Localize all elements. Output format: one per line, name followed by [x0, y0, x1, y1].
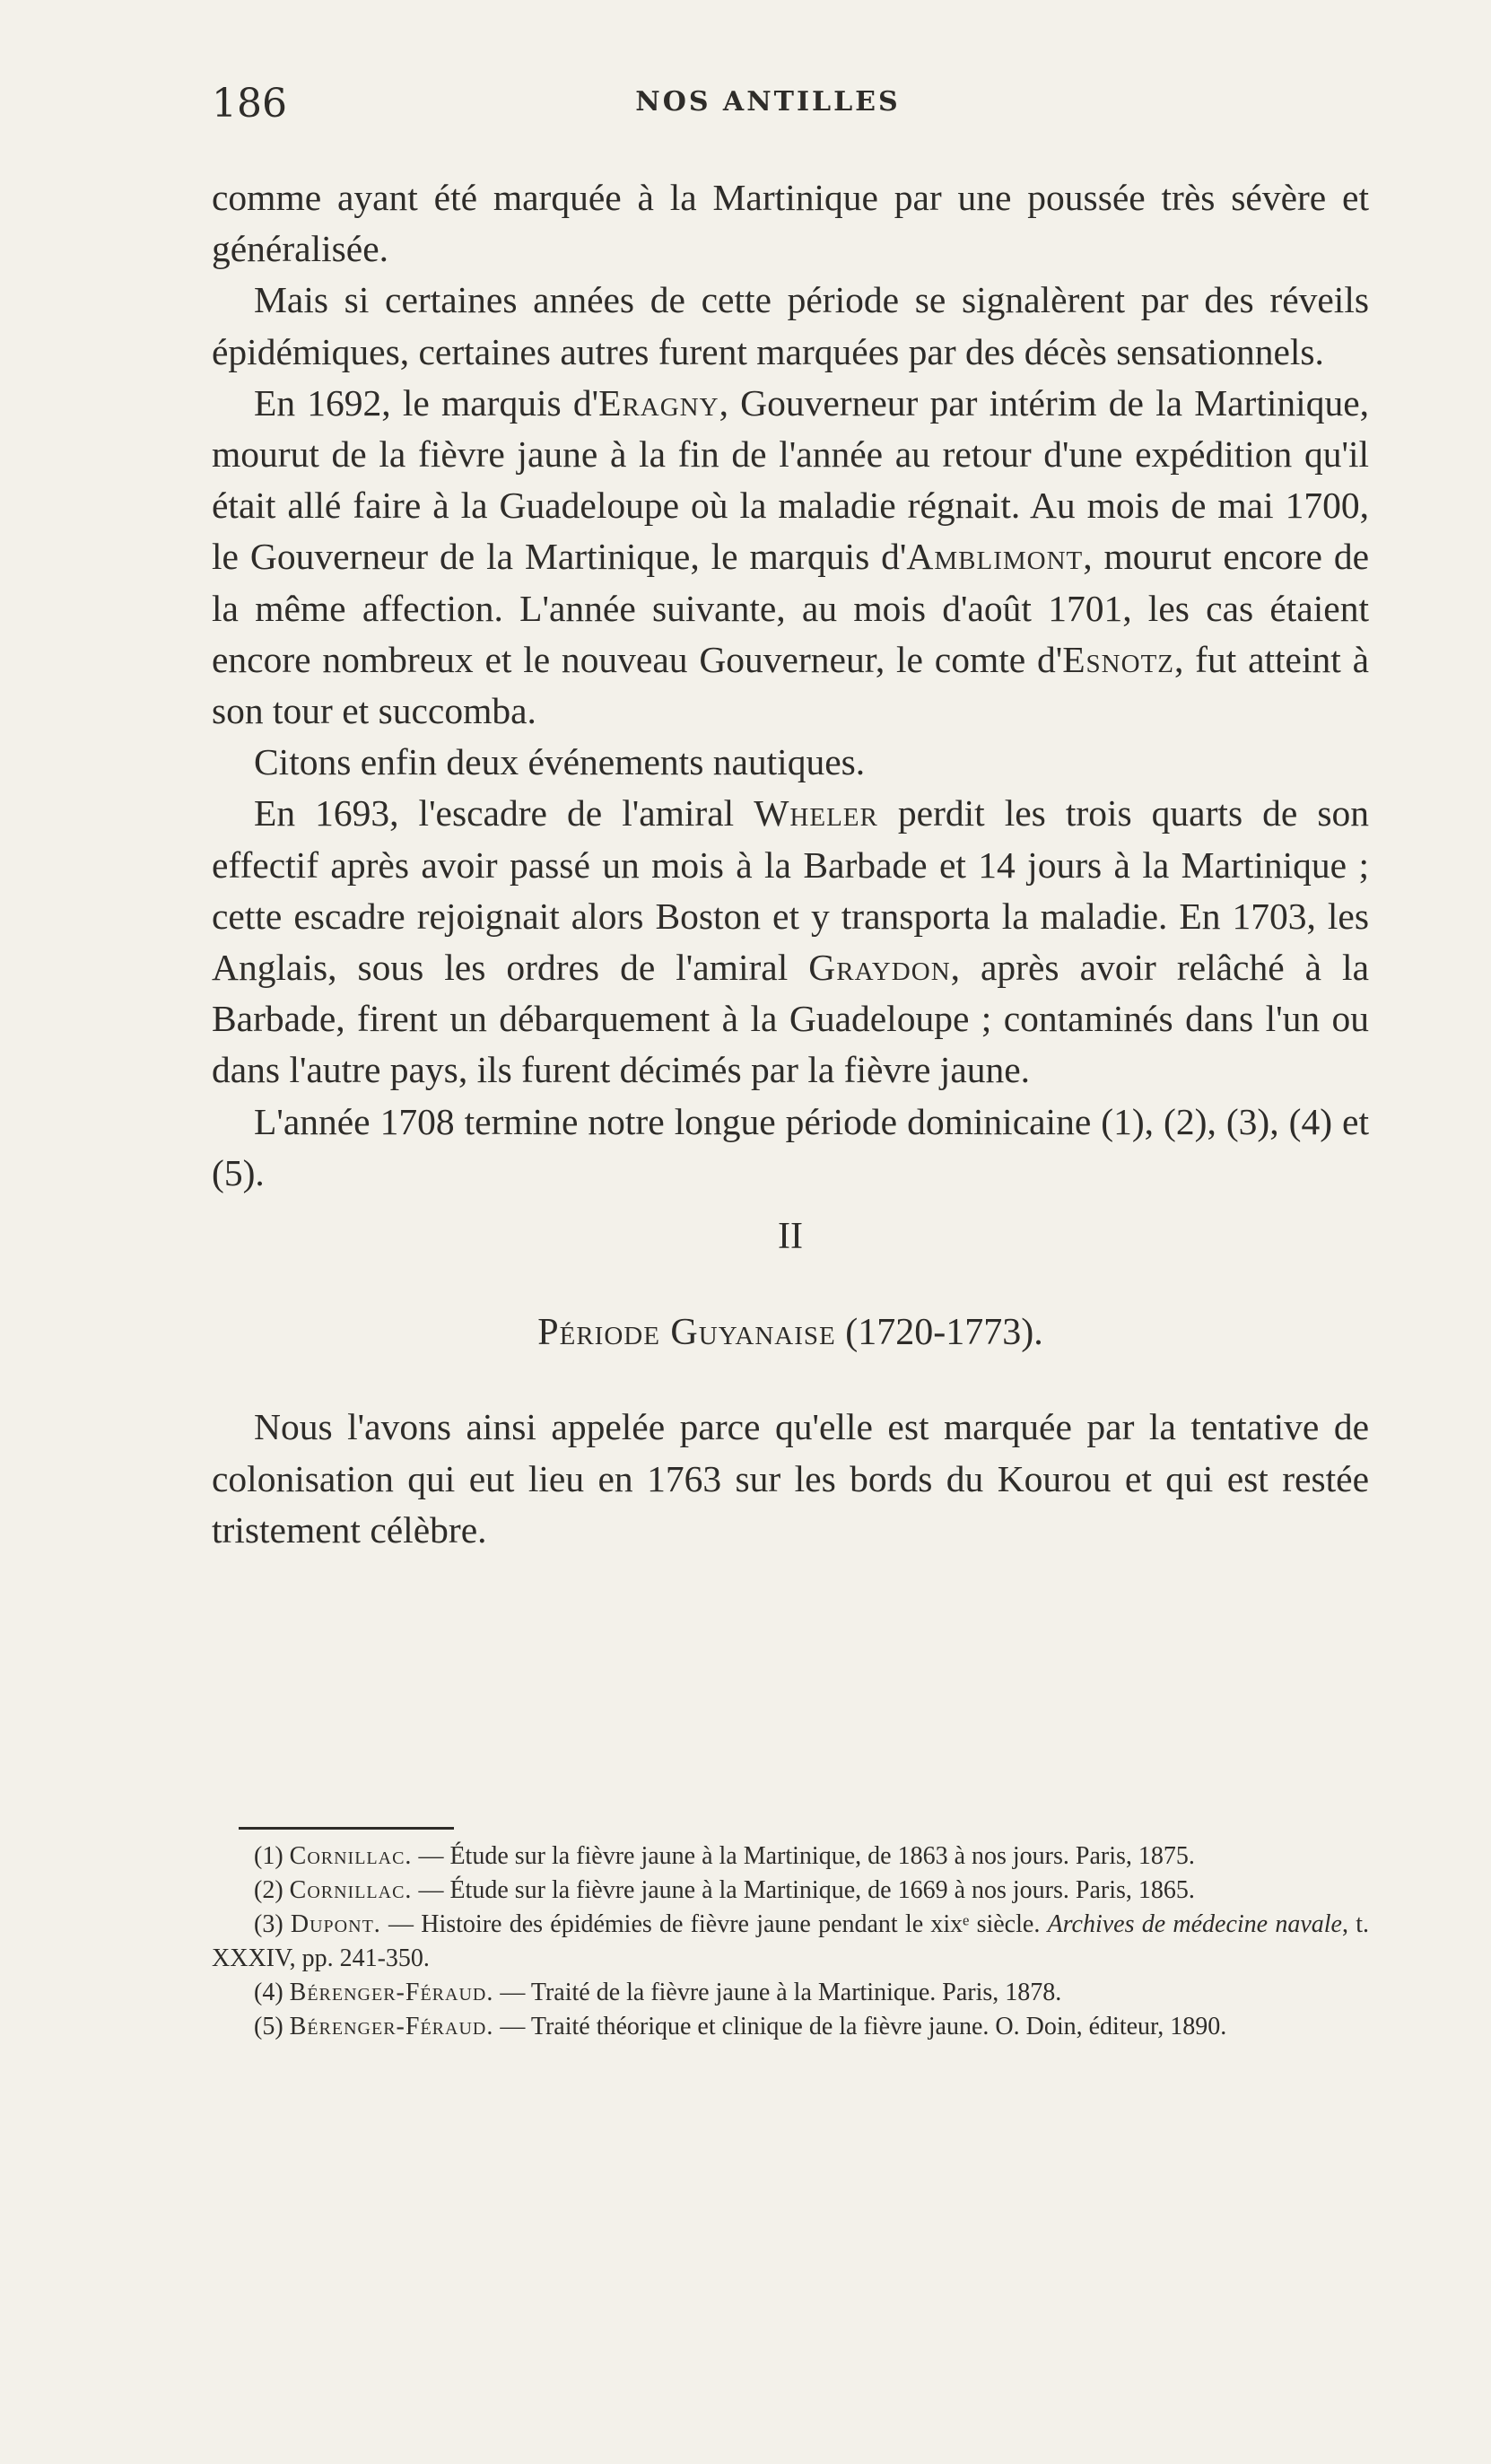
footnote	[212, 1908, 1369, 1976]
text: , après avoir relâché à la Barbade, firent un débarquement à la Guadeloupe ; contaminés dans l'un ou dans l'autre pays, ils furent décimés par la fièvre jaune.	[212, 947, 1369, 1091]
text: , mourut encore de la même affection. L'année suivante, au mois d'août 1701, les cas étaient encore nombreux et le nouveau Gouverneur, le comte d'	[212, 536, 1369, 680]
text: , Gouverneur par intérim de la Martinique, mourut de la fièvre jaune à la fin de l'année au retour d'une expédition qu'il était allé faire à la Guadeloupe où la maladie régnait. Au mois de mai 1700, le Gouverneur de la Martinique, le marquis d'	[212, 381, 1369, 578]
person-name: Wheler	[754, 792, 878, 834]
footnote-author: Cornillac.	[289, 1842, 413, 1870]
page-header	[212, 81, 1324, 135]
footnote-author: Bérenger-Féraud.	[289, 1979, 494, 2006]
journal-title: Archives de médecine navale	[1047, 1910, 1342, 1938]
footnotes	[212, 1839, 1369, 2044]
footnote-text: — Traité théorique et clinique de la fièvre jaune. O. Doin, éditeur, 1890.	[493, 2013, 1227, 2040]
footnote-divider	[239, 1827, 454, 1830]
footnote-text: — Traité de la fièvre jaune à la Martinique. Paris, 1878.	[493, 1979, 1062, 2006]
person-name: Graydon	[808, 947, 951, 989]
section-title-name: Période Guyanaise	[537, 1312, 836, 1354]
person-name: Esnotz	[1062, 638, 1174, 680]
section-numeral: II	[778, 1216, 803, 1258]
main-text	[212, 172, 1369, 1556]
paragraph-7: Nous l'avons ainsi appelée parce qu'elle est marquée par la tentative de colonisation qui eut lieu en 1763 sur les bords du Kourou et qui est restée tristement célèbre.	[212, 1406, 1369, 1551]
footnote-author: Cornillac.	[289, 1876, 413, 1904]
footnote	[212, 1976, 1369, 2010]
footnote-author: Dupont.	[290, 1910, 381, 1938]
footnote-number: (1)	[254, 1842, 290, 1870]
footnote-text: — Étude sur la fièvre jaune à la Martinique, de 1669 à nos jours. Paris, 1865.	[412, 1876, 1195, 1904]
paragraph-4: Citons enfin deux événements nautiques.	[254, 741, 866, 783]
footnote-number: (4)	[254, 1979, 290, 2006]
page-number: 186	[212, 81, 287, 127]
paragraph-5	[212, 788, 1369, 1096]
footnote-text: , t. XXXIV, pp. 241-350.	[212, 1910, 1369, 1972]
footnote-number: (3)	[254, 1910, 291, 1938]
footnote-author: Bérenger-Féraud.	[289, 2013, 494, 2040]
text: , fut atteint à son tour et succomba.	[212, 638, 1369, 732]
running-title: NOS ANTILLES	[635, 86, 901, 118]
person-name: Amblimont	[906, 536, 1084, 578]
footnote	[212, 1874, 1369, 1908]
paragraph-3	[212, 378, 1369, 737]
section-title-dates: (1720-1773).	[835, 1312, 1043, 1354]
footnote-number: (5)	[254, 2013, 290, 2040]
paragraph-6: L'année 1708 termine notre longue période dominicaine (1), (2), (3), (4) et (5).	[212, 1100, 1369, 1193]
person-name: Eragny	[598, 381, 719, 424]
paragraph-1: comme ayant été marquée à la Martinique par une poussée très sévère et généralisée.	[212, 177, 1369, 270]
footnote-text: — Étude sur la fièvre jaune à la Martinique, de 1863 à nos jours. Paris, 1875.	[412, 1842, 1195, 1870]
text: perdit les trois quarts de son effectif après avoir passé un mois à la Barbade et 14 jours à la Martinique ; cette escadre rejoignait alors Boston et y transporta la maladie. En 1703, les Anglais, sous les ordres de l'amiral	[212, 792, 1369, 989]
footnote-number: (2)	[254, 1876, 290, 1904]
footnote	[212, 2010, 1369, 2044]
text: En 1692, le marquis d'	[254, 381, 599, 424]
paragraph-2: Mais si certaines années de cette période se signalèrent par des réveils épidémiques, certaines autres furent marquées par des décès sensationnels.	[212, 279, 1369, 372]
footnote-text: — Histoire des épidémies de fièvre jaune pendant le xixᵉ siècle.	[380, 1910, 1048, 1938]
footnote	[212, 1839, 1369, 1874]
text: En 1693, l'escadre de l'amiral	[254, 792, 754, 834]
section-title	[212, 1307, 1369, 1359]
